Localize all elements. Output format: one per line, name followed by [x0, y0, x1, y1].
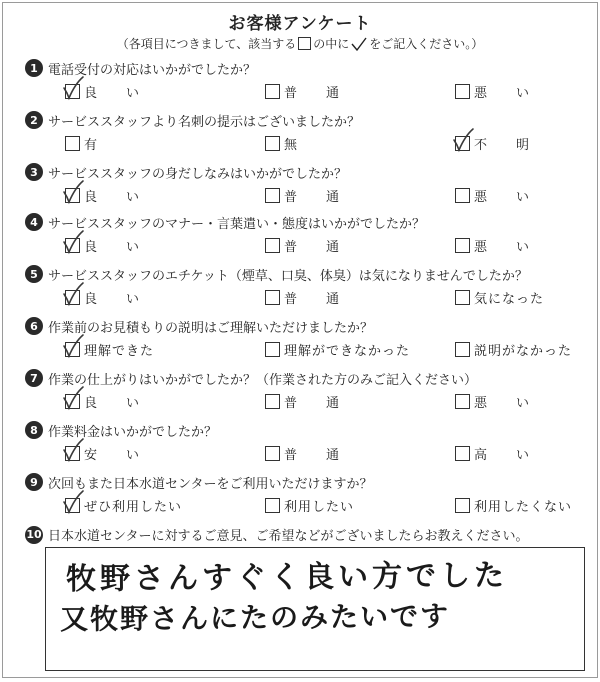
option-label: 利用したくない	[474, 499, 573, 515]
instruction-text	[3, 35, 597, 52]
checkbox[interactable]	[265, 84, 280, 99]
option-label: 良 い	[84, 291, 141, 307]
checkbox[interactable]	[65, 498, 80, 513]
answer-options	[25, 131, 591, 155]
question-number-badge: 2	[25, 111, 43, 129]
option-label: 気になった	[474, 291, 545, 307]
answer-option[interactable]	[265, 392, 340, 410]
answer-option[interactable]	[65, 496, 182, 514]
handwritten-check-icon	[62, 386, 84, 410]
option-label: 理解できた	[84, 343, 155, 359]
question-10	[25, 525, 528, 544]
answer-option[interactable]	[265, 236, 340, 254]
checkbox[interactable]	[65, 84, 80, 99]
question-number-badge: 1	[25, 59, 43, 77]
answer-options	[25, 285, 591, 309]
comment-box[interactable]	[45, 547, 585, 671]
question-6	[25, 315, 591, 363]
question-row	[25, 161, 591, 183]
checkbox[interactable]	[455, 84, 470, 99]
answer-options	[25, 441, 591, 465]
question-text: 日本水道センターに対するご意見、ご希望などがございましたらお教えください。	[48, 529, 529, 544]
answer-option[interactable]	[455, 186, 530, 204]
option-label: 不 明	[474, 137, 531, 153]
handwritten-comment-line2: 又牧野さんにたのみたいです	[59, 599, 451, 636]
question-row	[25, 419, 591, 441]
question-2	[25, 109, 591, 157]
option-label: 普 通	[284, 189, 341, 205]
question-text: サービススタッフのエチケット（煙草、口臭、体臭）は気になりませんでしたか？	[48, 268, 528, 284]
answer-option[interactable]	[265, 186, 340, 204]
option-label: 無	[284, 137, 299, 153]
option-label: 良 い	[84, 85, 141, 101]
option-label: 普 通	[284, 447, 341, 463]
checkbox[interactable]	[455, 136, 470, 151]
checkbox[interactable]	[265, 342, 280, 357]
survey-page	[2, 2, 598, 678]
checkbox[interactable]	[265, 238, 280, 253]
question-number-badge: 9	[25, 473, 43, 491]
option-label: 悪 い	[474, 85, 531, 101]
question-number-badge: 4	[25, 213, 43, 231]
question-row	[25, 367, 591, 389]
handwritten-check-icon	[62, 282, 84, 306]
checkbox[interactable]	[265, 188, 280, 203]
option-label: 普 通	[284, 239, 341, 255]
question-9	[25, 471, 591, 519]
checkbox[interactable]	[455, 290, 470, 305]
instruction-box-icon	[298, 37, 311, 50]
answer-options	[25, 493, 591, 517]
question-7	[25, 367, 591, 415]
handwritten-comment-line1: 牧野さんすぐく良い方でした	[65, 558, 509, 597]
question-8	[25, 419, 591, 467]
handwritten-check-icon	[62, 230, 84, 254]
answer-option[interactable]	[65, 392, 140, 410]
answer-option[interactable]	[65, 444, 140, 462]
instruction-prefix: （各項目につきまして、該当する	[116, 37, 297, 51]
handwritten-check-icon	[62, 180, 84, 204]
handwritten-check-icon	[62, 76, 84, 100]
answer-option[interactable]	[455, 134, 530, 152]
answer-option[interactable]	[455, 236, 530, 254]
question-text: 作業料金はいかがでしたか？	[48, 424, 218, 440]
question-row	[25, 109, 591, 131]
checkbox[interactable]	[455, 498, 470, 513]
question-text: 次回もまた日本水道センターをご利用いただけますか？	[48, 476, 373, 492]
checkbox[interactable]	[65, 394, 80, 409]
checkbox[interactable]	[65, 188, 80, 203]
handwritten-check-icon	[62, 490, 84, 514]
question-text: 電話受付の対応はいかがでしたか？	[48, 62, 257, 78]
answer-option[interactable]	[265, 134, 298, 152]
answer-option[interactable]	[455, 392, 530, 410]
option-label: 安 い	[84, 447, 141, 463]
checkbox[interactable]	[65, 290, 80, 305]
question-number-badge: 6	[25, 317, 43, 335]
option-label: 利用したい	[284, 499, 355, 515]
answer-option[interactable]	[65, 288, 140, 306]
checkbox[interactable]	[65, 446, 80, 461]
checkbox[interactable]	[455, 238, 470, 253]
question-row	[25, 211, 591, 233]
answer-option[interactable]	[455, 340, 572, 358]
question-5	[25, 263, 591, 311]
option-label: 普 通	[284, 395, 341, 411]
checkbox[interactable]	[65, 342, 80, 357]
option-label: 有	[84, 137, 99, 153]
question-number-badge: 5	[25, 265, 43, 283]
option-label: 悪 い	[474, 189, 531, 205]
instruction-suffix: をご記入ください。）	[369, 37, 484, 51]
answer-option[interactable]	[265, 82, 340, 100]
option-label: 良 い	[84, 239, 141, 255]
question-4	[25, 211, 591, 259]
checkbox[interactable]	[455, 188, 470, 203]
answer-options	[25, 183, 591, 207]
answer-option[interactable]	[65, 186, 140, 204]
option-label: 良 い	[84, 395, 141, 411]
checkbox[interactable]	[455, 446, 470, 461]
question-text: 作業前のお見積もりの説明はご理解いただけましたか？	[48, 320, 374, 336]
checkbox[interactable]	[455, 394, 470, 409]
answer-options	[25, 389, 591, 413]
handwritten-check-icon	[62, 438, 84, 462]
checkbox[interactable]	[455, 342, 470, 357]
checkbox[interactable]	[65, 238, 80, 253]
option-label: 普 通	[284, 291, 341, 307]
checkbox[interactable]	[265, 136, 280, 151]
checkbox[interactable]	[65, 136, 80, 151]
question-number-badge: 8	[25, 421, 43, 439]
question-3	[25, 161, 591, 209]
question-number-badge: 3	[25, 163, 43, 181]
answer-option[interactable]	[455, 82, 530, 100]
option-label: 良 い	[84, 189, 141, 205]
question-row	[25, 57, 591, 79]
answer-option[interactable]	[265, 496, 354, 514]
question-row	[25, 471, 591, 493]
option-label: 普 通	[284, 85, 341, 101]
question-text: 作業の仕上がりはいかがでしたか？（作業された方のみご記入ください）	[48, 372, 478, 388]
survey-title: お客様アンケート	[228, 14, 372, 34]
question-number-badge: 7	[25, 369, 43, 387]
checkbox[interactable]	[265, 498, 280, 513]
answer-option[interactable]	[455, 288, 544, 306]
answer-option[interactable]	[65, 134, 98, 152]
answer-option[interactable]	[455, 496, 572, 514]
answer-option[interactable]	[265, 340, 410, 358]
question-text: サービススタッフのマナー・言葉遣い・態度はいかがでしたか？	[48, 216, 426, 232]
handwritten-check-icon	[452, 128, 474, 152]
option-label: ぜひ利用したい	[84, 499, 183, 515]
instruction-check-icon	[351, 37, 367, 51]
answer-option[interactable]	[455, 444, 530, 462]
handwritten-check-icon	[62, 334, 84, 358]
answer-option[interactable]	[265, 444, 340, 462]
question-row	[25, 315, 591, 337]
answer-option[interactable]	[65, 82, 140, 100]
question-number-badge: 10	[25, 526, 43, 544]
answer-options	[25, 79, 591, 103]
answer-option[interactable]	[265, 288, 340, 306]
option-label: 説明がなかった	[474, 343, 573, 359]
answer-option[interactable]	[65, 340, 154, 358]
question-text: サービススタッフより名刺の提示はございましたか？	[48, 114, 361, 130]
answer-option[interactable]	[65, 236, 140, 254]
option-label: 悪 い	[474, 239, 531, 255]
answer-options	[25, 233, 591, 257]
checkbox[interactable]	[265, 290, 280, 305]
answer-options	[25, 337, 591, 361]
checkbox[interactable]	[265, 394, 280, 409]
question-row	[25, 263, 591, 285]
question-text: サービススタッフの身だしなみはいかがでしたか？	[48, 166, 348, 182]
question-1	[25, 57, 591, 105]
option-label: 理解ができなかった	[284, 343, 411, 359]
checkbox[interactable]	[265, 446, 280, 461]
option-label: 高 い	[474, 447, 531, 463]
option-label: 悪 い	[474, 395, 531, 411]
instruction-middle: の中に	[313, 37, 350, 51]
